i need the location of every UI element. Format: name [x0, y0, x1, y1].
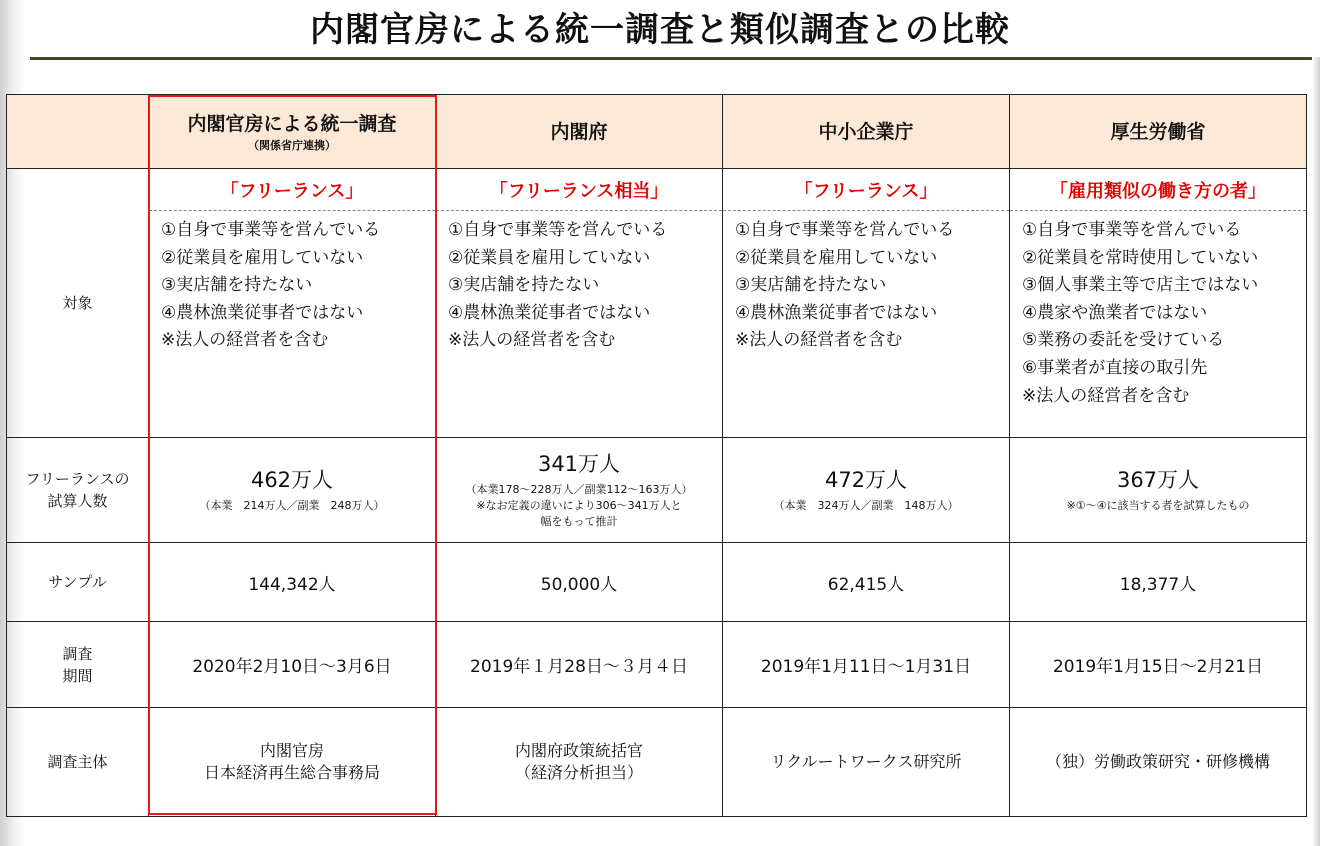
estimate-note: （本業178～228万人／副業112～163万人）	[465, 483, 693, 496]
definition-item: ④農林漁業従事者ではない	[161, 302, 364, 323]
estimate-note: （本業 214万人／副業 248万人）	[199, 499, 385, 512]
organization-cell	[149, 708, 436, 817]
estimate-cell	[149, 438, 436, 543]
definition-item: ③個人事業主等で店主ではない	[1022, 275, 1259, 296]
period-value: 2019年1月15日～2月21日	[1010, 622, 1307, 708]
header-sme-agency	[723, 95, 1010, 169]
organization-row	[7, 708, 1307, 817]
definition-item: ①自身で事業等を営んでいる	[448, 220, 668, 240]
definition-item: ②従業員を雇用していない	[448, 247, 651, 268]
definition-item: ④農林漁業従事者ではない	[448, 302, 651, 323]
estimate-cell	[723, 438, 1010, 543]
estimate-value: 472万人	[824, 468, 908, 492]
estimate-note: ※なお定義の違いにより306～341万人と	[476, 499, 682, 512]
definition-name: 「雇用類似の働き方の者」	[1010, 169, 1307, 211]
definition-items	[149, 211, 436, 438]
definition-item: ⑤業務の委託を受けている	[1022, 330, 1225, 351]
estimate-note: （本業 324万人／副業 148万人）	[773, 499, 959, 512]
organization-line: 内閣府政策統括官	[514, 741, 643, 760]
row-label-line: フリーランスの	[25, 470, 130, 488]
estimate-value: 367万人	[1116, 468, 1200, 492]
definition-items-row	[7, 211, 1307, 438]
period-value: 2020年2月10日～3月6日	[149, 622, 436, 708]
page-title: 内閣官房による統一調査と類似調査との比較	[310, 10, 1010, 50]
row-label-period	[7, 622, 149, 708]
sample-value: 144,342人	[149, 543, 436, 622]
row-label-org: 調査主体	[7, 708, 149, 817]
header-label: 内閣官房による統一調査	[187, 112, 397, 135]
row-label-target: 対象	[7, 169, 149, 438]
header-unified-survey	[149, 95, 436, 169]
header-label: 厚生労働省	[1110, 120, 1206, 143]
estimate-cell	[1010, 438, 1307, 543]
period-row	[7, 622, 1307, 708]
organization-line: （経済分析担当）	[514, 763, 643, 782]
definition-item: ③実店舗を持たない	[448, 275, 600, 296]
header-label: 内閣府	[550, 120, 608, 143]
organization-line: （独）労働政策研究・研修機構	[1045, 752, 1270, 771]
title-divider	[30, 57, 1312, 60]
estimate-cell	[436, 438, 723, 543]
organization-line: リクルートワークス研究所	[770, 752, 962, 771]
row-label-line: 試算人数	[47, 492, 108, 510]
definition-item: ④農家や漁業者ではない	[1022, 302, 1208, 323]
sample-value: 62,415人	[723, 543, 1010, 622]
definition-items	[1010, 211, 1307, 438]
period-value: 2019年1月11日～1月31日	[723, 622, 1010, 708]
estimate-note: 幅をもって推計	[540, 515, 618, 528]
definition-items	[723, 211, 1010, 438]
header-sublabel: （関係省庁連携）	[248, 138, 336, 152]
definition-item: ※法人の経営者を含む	[161, 330, 329, 351]
header-mhlw	[1010, 95, 1307, 169]
period-value: 2019年１月28日～３月４日	[436, 622, 723, 708]
organization-line: 日本経済再生総合事務局	[203, 763, 380, 782]
row-label-line: 調査	[62, 644, 93, 663]
row-label-line: 期間	[62, 666, 93, 685]
header-corner	[7, 95, 149, 169]
definition-item: ③実店舗を持たない	[735, 275, 887, 296]
header-cabinet-office	[436, 95, 723, 169]
definition-item: ④農林漁業従事者ではない	[735, 302, 938, 323]
definition-item: ※法人の経営者を含む	[1022, 385, 1190, 406]
definition-item: ※法人の経営者を含む	[448, 330, 616, 351]
definition-item: ②従業員を常時使用していない	[1022, 247, 1259, 268]
definition-name: 「フリーランス相当」	[436, 169, 723, 211]
estimate-note: ※①～④に該当する者を試算したもの	[1066, 499, 1250, 512]
organization-cell	[723, 708, 1010, 817]
estimate-row	[7, 438, 1307, 543]
definition-item: ⑥事業者が直接の取引先	[1022, 357, 1208, 378]
definition-name: 「フリーランス」	[149, 169, 436, 211]
row-label-sample: サンプル	[7, 543, 149, 622]
organization-cell	[1010, 708, 1307, 817]
sample-row	[7, 543, 1307, 622]
page-edge-shadow	[1312, 57, 1320, 846]
sample-value: 18,377人	[1010, 543, 1307, 622]
definition-item: ①自身で事業等を営んでいる	[735, 220, 955, 240]
definition-name: 「フリーランス」	[723, 169, 1010, 211]
organization-cell	[436, 708, 723, 817]
definition-item: ②従業員を雇用していない	[161, 247, 364, 268]
organization-line: 内閣官房	[259, 741, 324, 760]
definition-item: ①自身で事業等を営んでいる	[1022, 220, 1242, 240]
definition-item: ②従業員を雇用していない	[735, 247, 938, 268]
definition-item: ※法人の経営者を含む	[735, 330, 903, 351]
comparison-table	[6, 94, 1307, 817]
estimate-value: 462万人	[250, 468, 334, 492]
row-label-estimate	[7, 438, 149, 543]
sample-value: 50,000人	[436, 543, 723, 622]
header-label: 中小企業庁	[818, 120, 914, 143]
header-row	[7, 95, 1307, 169]
definition-item: ①自身で事業等を営んでいる	[161, 220, 381, 240]
estimate-value: 341万人	[537, 452, 621, 476]
definition-name-row	[7, 169, 1307, 211]
definition-items	[436, 211, 723, 438]
definition-item: ③実店舗を持たない	[161, 275, 313, 296]
